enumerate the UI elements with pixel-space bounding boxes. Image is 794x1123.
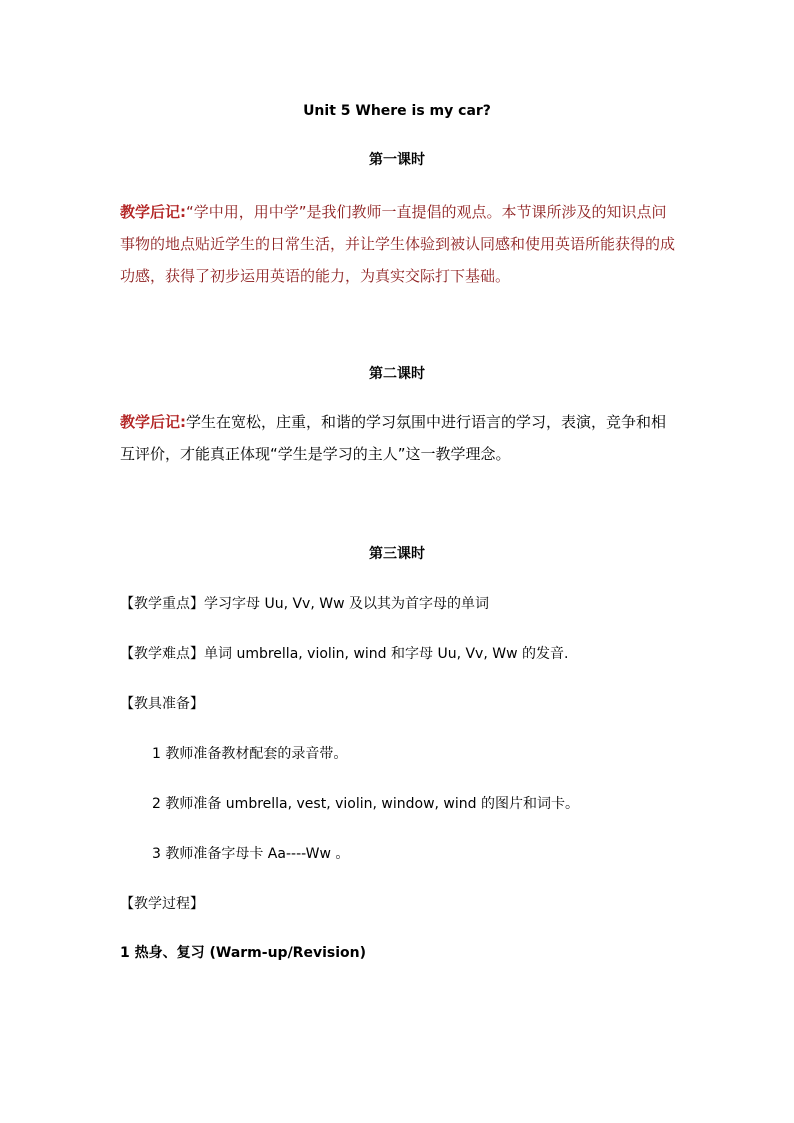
material-item: 3 教师准备字母卡 Aa----Ww 。 (152, 846, 350, 862)
material-item: 2 教师准备 umbrella, vest, violin, window, wind 的图片和词卡。 (152, 796, 579, 812)
lesson1-reflection-text: “学中用，用中学”是我们教师一直提倡的观点。本节课所涉及的知识点问事物的地点贴近学生的日常生活，并让学生体验到被认同感和使用英语所能获得的成功感，获得了初步运用英语的能力，为真实交际打下基础。 (120, 203, 676, 285)
lesson2-reflection-text: 学生在宽松，庄重，和谐的学习氛围中进行语言的学习，表演，竞争和相互评价，才能真正体现“学生是学习的主人”这一教学理念。 (120, 413, 667, 463)
material-item: 1 教师准备教材配套的录音带。 (152, 746, 348, 762)
lesson3-heading: 第三课时 (369, 546, 425, 562)
lesson1-heading: 第一课时 (369, 152, 425, 168)
unit-title: Unit 5 Where is my car? (303, 103, 491, 119)
materials-heading: 【教具准备】 (120, 696, 204, 712)
lesson1-reflection (120, 196, 676, 292)
process-heading: 【教学过程】 (120, 896, 204, 912)
lesson2-reflection (120, 406, 676, 470)
teaching-difficulty: 【教学难点】单词 umbrella, violin, wind 和字母 Uu, Vv, Ww 的发音. (120, 646, 569, 662)
lesson1-reflection-label: 教学后记: (120, 203, 186, 221)
lesson2-reflection-label: 教学后记: (120, 413, 186, 431)
lesson2-heading: 第二课时 (369, 366, 425, 382)
step1-heading: 1 热身、复习 (Warm-up/Revision) (120, 945, 366, 961)
teaching-focus: 【教学重点】学习字母 Uu, Vv, Ww 及以其为首字母的单词 (120, 596, 489, 612)
